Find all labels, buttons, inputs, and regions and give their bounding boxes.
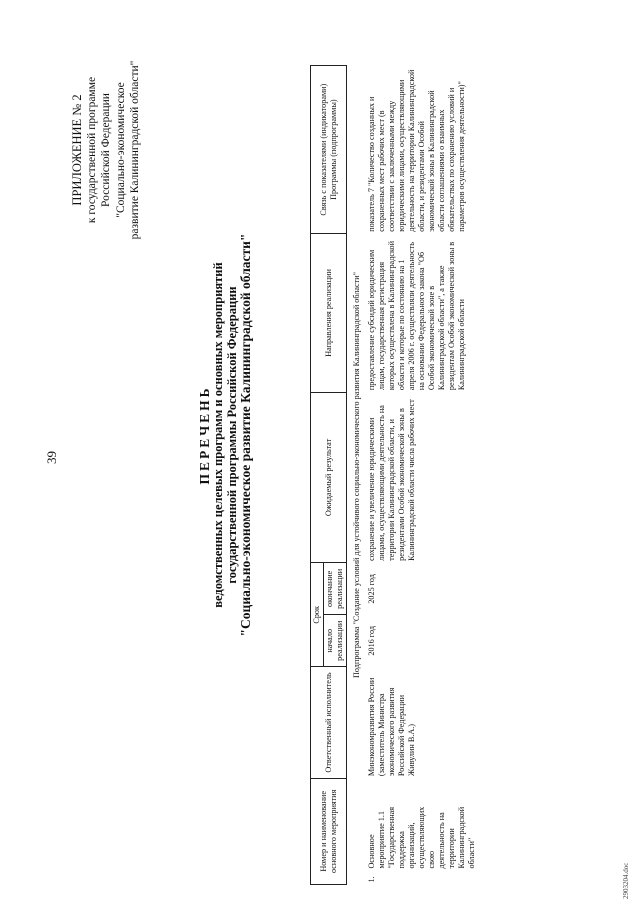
cell-start: 2016 год — [367, 626, 376, 656]
cell-direction: предоставление субсидий юридическим лицам, государственная регистрация которых осуществлена в Калининградской области и которые по состоянию на 1 апреля 2006 г. осуществляли деятельность на основании Федерального закона "Об Особой экономической зоне в Калининградской области", а также резидентам Особой экономической зоны в Калининградской области — [367, 240, 466, 391]
appendix-line: к государственной программе — [85, 76, 98, 224]
header-number-name: Номер и наименование основного мероприятия — [311, 778, 347, 884]
header-result: Ожидаемый результат — [311, 392, 347, 563]
header-start: начало реализации — [324, 615, 347, 667]
header-term: Срок — [311, 563, 324, 667]
file-name-footer: 2903204.doc — [622, 862, 630, 899]
measures-table — [310, 65, 479, 885]
cell-result: сохранение и увеличение юридическими лицами, осуществляющими деятельность на территории Калининградской области, и резидентами Особой экономической зоны в Калининградской области числа рабочих мест — [367, 399, 416, 561]
appendix-title: ПРИЛОЖЕНИЕ № 2 — [70, 94, 84, 206]
table-row — [365, 66, 479, 885]
measure-name: Основное мероприятие 1.1 "Государственная поддержка организаций, осуществляющих свою деятельность на территории Калининградской области" — [367, 806, 476, 869]
appendix-line: развитие Калининградской области" — [129, 60, 142, 240]
appendix-line: Российской Федерации — [100, 93, 113, 207]
appendix-header — [70, 15, 143, 285]
appendix-line: "Социально-экономическое — [114, 82, 127, 218]
header-executor: Ответственный исполнитель — [311, 667, 347, 778]
header-direction: Направления реализации — [311, 234, 347, 392]
cell-link: показатель 7 "Количество созданных и сохраненных мест рабочих мест (в соответствии с заключенными между юридическими лицами, осуществляющими деятельность на территории Калининградской области, и резидентами Особой экономической зоны в Калининградской области соглашениями о взаимных обязательствах по сохранению условий и параметров осуществления деятельности)" — [367, 69, 466, 232]
title-line: "Социально-экономическое развитие Калининградской области" — [238, 233, 254, 637]
document-title — [198, 195, 253, 675]
title-heading: ПЕРЕЧЕНЬ — [197, 385, 212, 485]
cell-number-name — [365, 778, 479, 884]
header-end: окончание реализации — [324, 563, 347, 615]
row-number: 1. — [367, 876, 376, 883]
page-number: 39 — [44, 451, 59, 464]
cell-end: 2025 год — [367, 574, 376, 604]
subprogram-title: Подпрограмма "Создание условий для устойчивого социально-экономического развития Калининградской области" — [352, 272, 361, 678]
title-line: государственной программы Российской Федерации — [224, 286, 239, 584]
header-link: Связь с показателями (индикаторами) Программы (подпрограммы) — [311, 66, 347, 234]
title-line: ведомственных целевых программ и основных мероприятий — [210, 262, 225, 608]
cell-executor: Минэкономразвития России (заместитель Министра экономического развития Российской Федерации Живулин В.А.) — [367, 677, 416, 777]
